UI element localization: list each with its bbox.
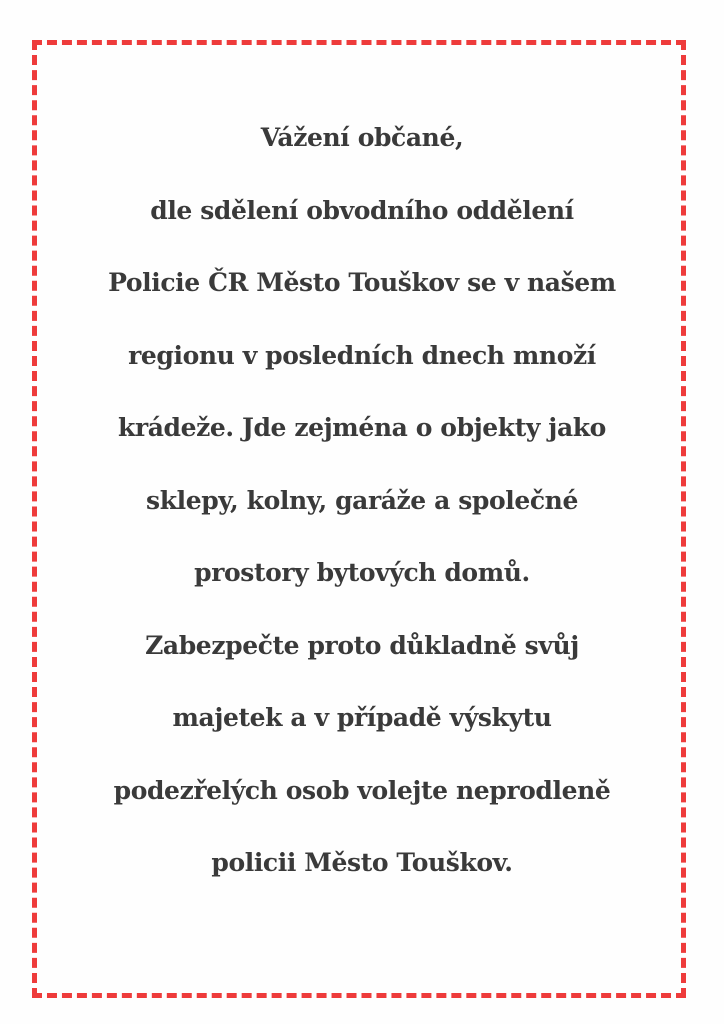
notice-line: Zabezpečte proto důkladně svůj [145, 630, 579, 660]
notice-line: krádeže. Jde zejména o objekty jako [118, 413, 606, 442]
notice-line: Policie ČR Město Touškov se v našem [108, 268, 616, 297]
notice-line: sklepy, kolny, garáže a společné [146, 485, 578, 515]
notice-line: regionu v posledních dnech množí [128, 340, 596, 370]
notice-line: prostory bytových domů. [194, 558, 530, 587]
notice-line: podezřelých osob volejte neprodleně [113, 775, 611, 805]
notice-greeting: Vážení občané, [260, 123, 464, 152]
notice-line: majetek a v případě výskytu [172, 703, 552, 732]
notice-line: policii Město Touškov. [211, 848, 513, 877]
notice-line: dle sdělení obvodního oddělení [150, 195, 574, 225]
notice-text-block [40, 112, 684, 910]
